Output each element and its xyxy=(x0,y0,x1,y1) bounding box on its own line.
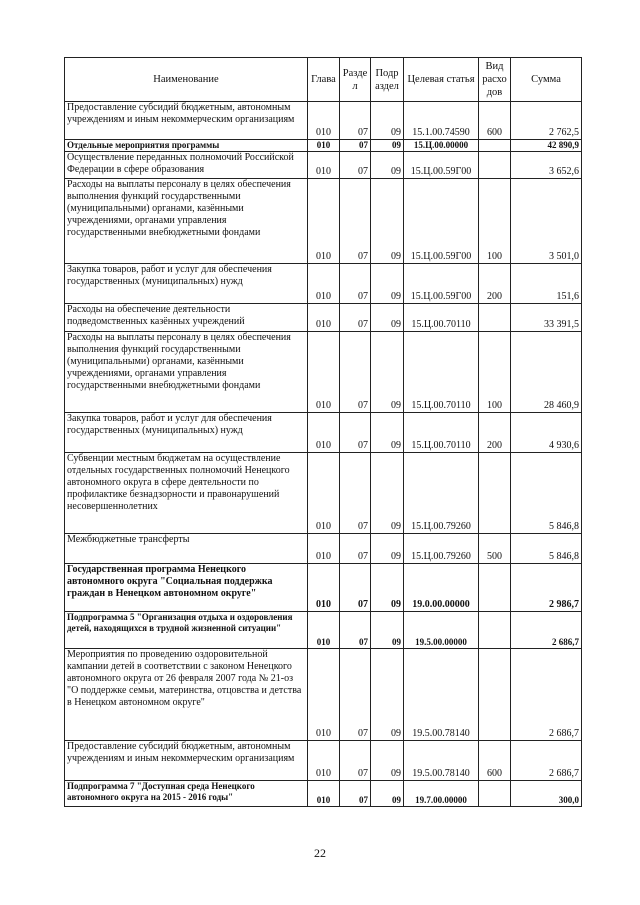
cell-chapter: 010 xyxy=(308,264,340,304)
cell-subsection: 09 xyxy=(371,453,404,534)
cell-type: 100 xyxy=(479,179,511,264)
cell-sum: 42 890,9 xyxy=(511,140,582,152)
cell-section: 07 xyxy=(340,152,371,179)
cell-article: 19.7.00.00000 xyxy=(404,781,479,807)
cell-section: 07 xyxy=(340,413,371,453)
cell-type xyxy=(479,304,511,332)
cell-type xyxy=(479,564,511,612)
cell-article: 15.Ц.00.59Г00 xyxy=(404,264,479,304)
cell-chapter: 010 xyxy=(308,564,340,612)
cell-subsection: 09 xyxy=(371,102,404,140)
cell-sum: 151,6 xyxy=(511,264,582,304)
table-row xyxy=(65,332,582,413)
cell-type xyxy=(479,152,511,179)
cell-sum: 2 986,7 xyxy=(511,564,582,612)
cell-subsection: 09 xyxy=(371,304,404,332)
cell-sum: 4 930,6 xyxy=(511,413,582,453)
cell-subsection: 09 xyxy=(371,741,404,781)
cell-article: 19.0.00.00000 xyxy=(404,564,479,612)
cell-article: 19.5.00.00000 xyxy=(404,612,479,649)
cell-name: Расходы на выплаты персоналу в целях обеспечения выполнения функций государственными (муниципальными) органами, казёнными учреждениями, органами управления государственными внебюджетными фондами xyxy=(65,332,308,413)
cell-chapter: 010 xyxy=(308,413,340,453)
cell-section: 07 xyxy=(340,741,371,781)
header-section: Разде л xyxy=(340,58,371,102)
header-row xyxy=(65,58,582,102)
table-row xyxy=(65,649,582,741)
table-row xyxy=(65,564,582,612)
table-row xyxy=(65,781,582,807)
cell-sum: 28 460,9 xyxy=(511,332,582,413)
table-row xyxy=(65,534,582,564)
cell-section: 07 xyxy=(340,264,371,304)
cell-subsection: 09 xyxy=(371,534,404,564)
cell-article: 15.Ц.00.70110 xyxy=(404,304,479,332)
cell-subsection: 09 xyxy=(371,179,404,264)
cell-type xyxy=(479,649,511,741)
table-row xyxy=(65,413,582,453)
cell-article: 15.Ц.00.59Г00 xyxy=(404,152,479,179)
cell-name: Предоставление субсидий бюджетным, автономным учреждениям и иным некоммерческим организациям xyxy=(65,741,308,781)
cell-subsection: 09 xyxy=(371,612,404,649)
cell-section: 07 xyxy=(340,649,371,741)
cell-type: 600 xyxy=(479,741,511,781)
cell-name: Межбюджетные трансферты xyxy=(65,534,308,564)
header-chapter: Глава xyxy=(308,58,340,102)
cell-chapter: 010 xyxy=(308,741,340,781)
cell-section: 07 xyxy=(340,453,371,534)
table-row xyxy=(65,179,582,264)
page-number: 22 xyxy=(314,846,326,860)
cell-chapter: 010 xyxy=(308,140,340,152)
cell-chapter: 010 xyxy=(308,152,340,179)
header-type: Вид расхо дов xyxy=(479,58,511,102)
cell-type: 600 xyxy=(479,102,511,140)
cell-sum: 5 846,8 xyxy=(511,534,582,564)
cell-name: Расходы на выплаты персоналу в целях обеспечения выполнения функций государственными (муниципальными) органами, казёнными учреждениями, органами управления государственными внебюджетными фондами xyxy=(65,179,308,264)
cell-sum: 2 686,7 xyxy=(511,649,582,741)
table-row xyxy=(65,140,582,152)
cell-article: 15.Ц.00.70110 xyxy=(404,332,479,413)
cell-name: Мероприятия по проведению оздоровительной кампании детей в соответствии с законом Ненецкого автономного округа от 26 февраля 2007 года № 21-оз "О поддержке семьи, материнства, отцовства и детства в Ненецком автономном округе" xyxy=(65,649,308,741)
cell-name: Закупка товаров, работ и услуг для обеспечения государственных (муниципальных) нужд xyxy=(65,413,308,453)
header-subsection: Подр аздел xyxy=(371,58,404,102)
cell-article: 15.Ц.00.70110 xyxy=(404,413,479,453)
cell-sum: 33 391,5 xyxy=(511,304,582,332)
cell-article: 15.Ц.00.79260 xyxy=(404,534,479,564)
cell-sum: 3 652,6 xyxy=(511,152,582,179)
cell-subsection: 09 xyxy=(371,332,404,413)
cell-type: 500 xyxy=(479,534,511,564)
cell-section: 07 xyxy=(340,304,371,332)
header-name: Наименование xyxy=(65,58,308,102)
cell-name: Подпрограмма 7 "Доступная среда Ненецкого автономного округа на 2015 - 2016 годы" xyxy=(65,781,308,807)
cell-name: Расходы на обеспечение деятельности подведомственных казённых учреждений xyxy=(65,304,308,332)
table-row xyxy=(65,152,582,179)
cell-section: 07 xyxy=(340,332,371,413)
cell-chapter: 010 xyxy=(308,102,340,140)
cell-chapter: 010 xyxy=(308,781,340,807)
table-row xyxy=(65,741,582,781)
cell-sum: 2 686,7 xyxy=(511,612,582,649)
cell-type xyxy=(479,612,511,649)
cell-section: 07 xyxy=(340,781,371,807)
cell-article: 19.5.00.78140 xyxy=(404,741,479,781)
cell-name: Предоставление субсидий бюджетным, автономным учреждениям и иным некоммерческим организациям xyxy=(65,102,308,140)
cell-sum: 2 686,7 xyxy=(511,741,582,781)
cell-article: 15.Ц.00.79260 xyxy=(404,453,479,534)
cell-type xyxy=(479,781,511,807)
cell-sum: 300,0 xyxy=(511,781,582,807)
cell-name: Субвенции местным бюджетам на осуществление отдельных государственных полномочий Ненецкого автономного округа в сфере деятельности по профилактике безнадзорности и правонарушений несовершеннолетних xyxy=(65,453,308,534)
cell-section: 07 xyxy=(340,534,371,564)
cell-type: 100 xyxy=(479,332,511,413)
table-row xyxy=(65,304,582,332)
cell-type xyxy=(479,140,511,152)
cell-chapter: 010 xyxy=(308,453,340,534)
cell-article: 15.Ц.00.00000 xyxy=(404,140,479,152)
cell-subsection: 09 xyxy=(371,649,404,741)
table-row xyxy=(65,264,582,304)
budget-table xyxy=(64,57,582,807)
cell-sum: 5 846,8 xyxy=(511,453,582,534)
cell-article: 15.1.00.74590 xyxy=(404,102,479,140)
cell-type: 200 xyxy=(479,413,511,453)
cell-type: 200 xyxy=(479,264,511,304)
cell-chapter: 010 xyxy=(308,649,340,741)
cell-section: 07 xyxy=(340,612,371,649)
cell-subsection: 09 xyxy=(371,564,404,612)
cell-section: 07 xyxy=(340,102,371,140)
cell-chapter: 010 xyxy=(308,534,340,564)
cell-chapter: 010 xyxy=(308,612,340,649)
cell-sum: 3 501,0 xyxy=(511,179,582,264)
header-sum: Сумма xyxy=(511,58,582,102)
cell-section: 07 xyxy=(340,140,371,152)
table-row xyxy=(65,102,582,140)
cell-name: Подпрограмма 5 "Организация отдыха и оздоровления детей, находящихся в трудной жизненной ситуации" xyxy=(65,612,308,649)
cell-subsection: 09 xyxy=(371,152,404,179)
cell-name: Закупка товаров, работ и услуг для обеспечения государственных (муниципальных) нужд xyxy=(65,264,308,304)
cell-article: 19.5.00.78140 xyxy=(404,649,479,741)
cell-subsection: 09 xyxy=(371,413,404,453)
cell-type xyxy=(479,453,511,534)
cell-chapter: 010 xyxy=(308,304,340,332)
cell-chapter: 010 xyxy=(308,179,340,264)
cell-sum: 2 762,5 xyxy=(511,102,582,140)
table-row xyxy=(65,612,582,649)
cell-name: Осуществление переданных полномочий Российской Федерации в сфере образования xyxy=(65,152,308,179)
cell-name: Отдельные мероприятия программы xyxy=(65,140,308,152)
cell-article: 15.Ц.00.59Г00 xyxy=(404,179,479,264)
cell-subsection: 09 xyxy=(371,264,404,304)
table-row xyxy=(65,453,582,534)
header-article: Целевая статья xyxy=(404,58,479,102)
cell-chapter: 010 xyxy=(308,332,340,413)
cell-name: Государственная программа Ненецкого автономного округа "Социальная поддержка граждан в Ненецком автономном округе" xyxy=(65,564,308,612)
cell-subsection: 09 xyxy=(371,781,404,807)
cell-section: 07 xyxy=(340,179,371,264)
cell-subsection: 09 xyxy=(371,140,404,152)
cell-section: 07 xyxy=(340,564,371,612)
